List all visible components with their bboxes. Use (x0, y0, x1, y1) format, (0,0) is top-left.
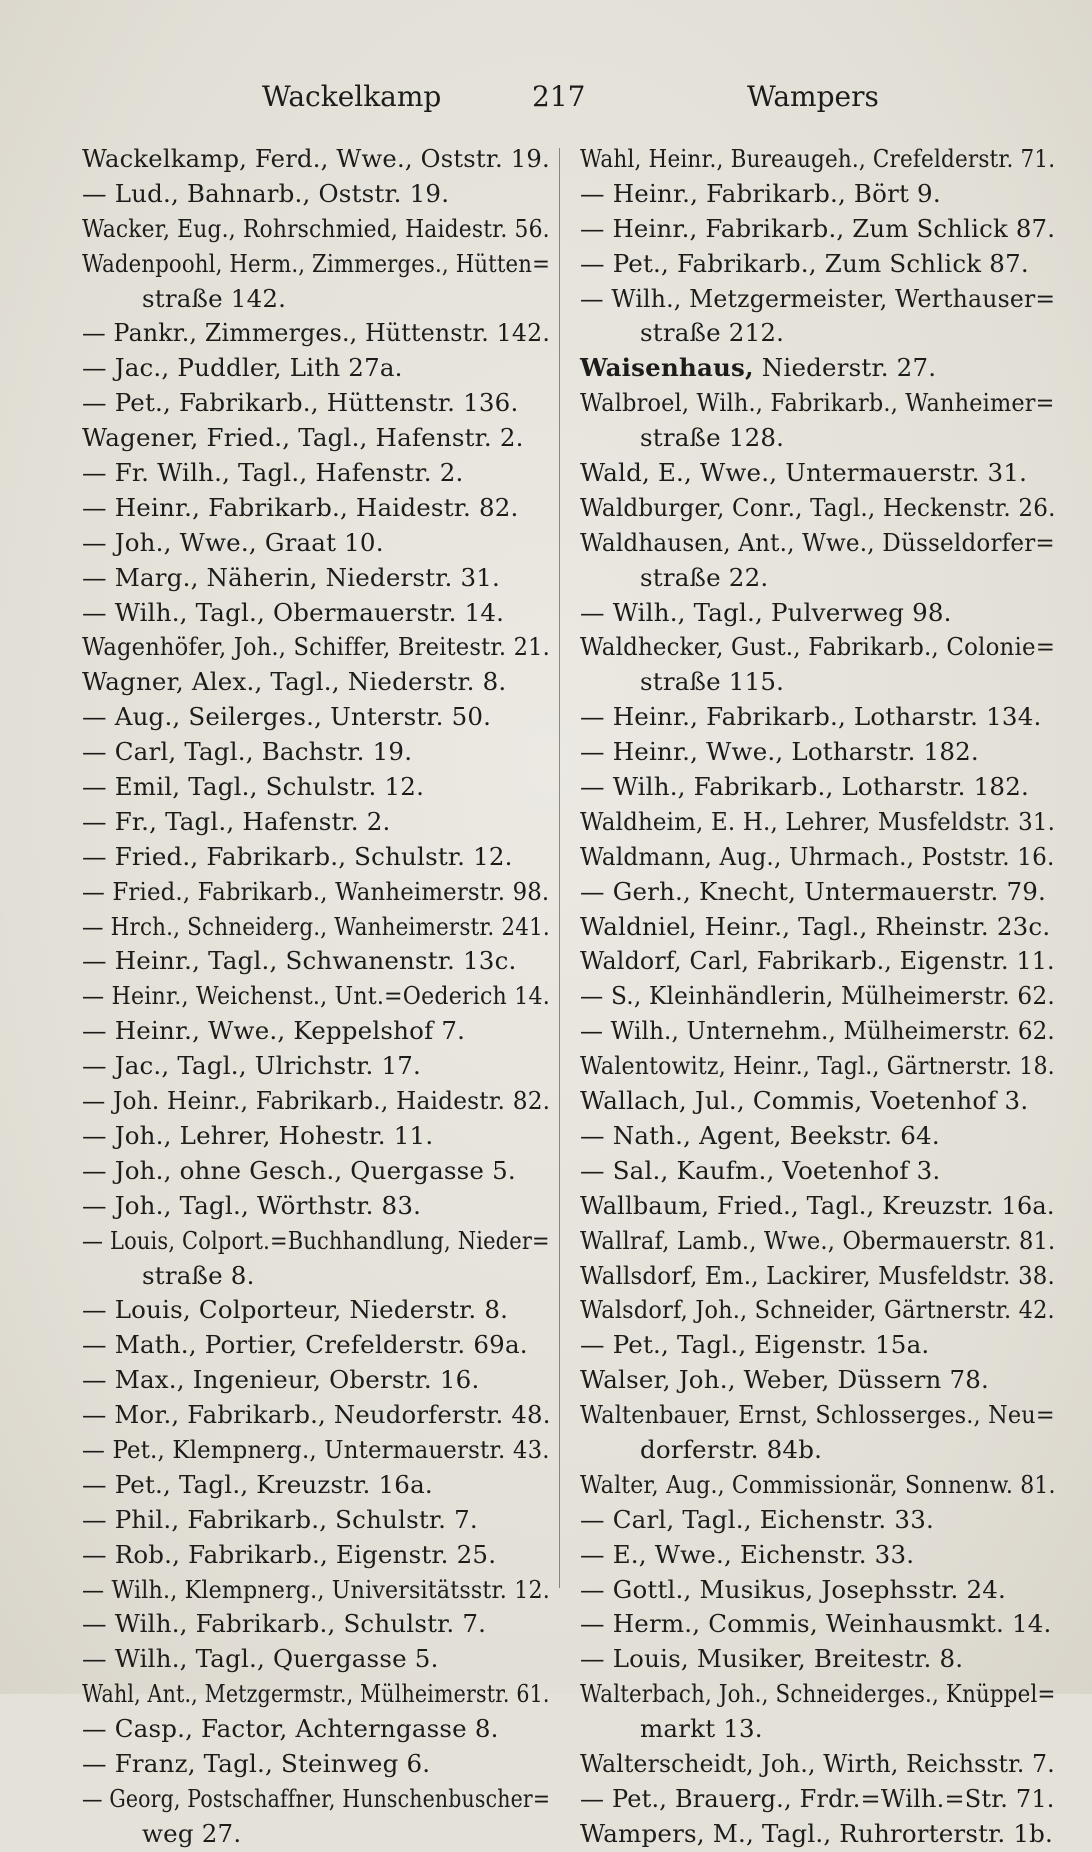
directory-entry: — Wilh., Tagl., Obermauerstr. 14. (82, 597, 505, 627)
entry-continuation: straße 212. (640, 318, 785, 348)
directory-entry: — Pet., Fabrikarb., Hüttenstr. 136. (82, 388, 519, 418)
directory-entry: Wagener, Fried., Tagl., Hafenstr. 2. (82, 423, 524, 453)
directory-entry: — Lud., Bahnarb., Oststr. 19. (82, 178, 450, 208)
directory-entry: Wallach, Jul., Commis, Voetenhof 3. (580, 1086, 1029, 1116)
directory-entry: — Fried., Fabrikarb., Wanheimerstr. 98. (82, 876, 550, 906)
directory-entry: — Pankr., Zimmerges., Hüttenstr. 142. (82, 318, 551, 348)
directory-entry: — Jac., Tagl., Ulrichstr. 17. (82, 1051, 422, 1081)
directory-entry: — Heinr., Fabrikarb., Bört 9. (580, 178, 941, 208)
directory-entry: Walbroel, Wilh., Fabrikarb., Wanheimer= (580, 388, 1055, 418)
directory-entry: — Rob., Fabrikarb., Eigenstr. 25. (82, 1539, 497, 1569)
directory-entry: Walter, Aug., Commissionär, Sonnenw. 81. (580, 1469, 1056, 1499)
entry-continuation: straße 115. (640, 667, 785, 697)
directory-entry: Waldhausen, Ant., Wwe., Düsseldorfer= (580, 527, 1055, 557)
directory-entry: — Joh., Tagl., Wörthstr. 83. (82, 1190, 422, 1220)
directory-entry: — Joh., ohne Gesch., Quergasse 5. (82, 1155, 516, 1185)
directory-entry: Waldmann, Aug., Uhrmach., Poststr. 16. (580, 841, 1055, 871)
directory-entry: Walsdorf, Joh., Schneider, Gärtnerstr. 42. (580, 1295, 1055, 1325)
directory-entry: — Heinr., Weichenst., Unt.=Oederich 14. (82, 981, 550, 1011)
directory-entry: — Louis, Colport.=Buchhandlung, Nieder= (82, 1225, 550, 1255)
directory-entry: — Heinr., Fabrikarb., Zum Schlick 87. (580, 213, 1056, 243)
entry-continuation: straße 22. (640, 562, 769, 592)
directory-entry: — Pet., Tagl., Eigenstr. 15a. (580, 1330, 930, 1360)
directory-entry: Wahl, Ant., Metzgermstr., Mülheimerstr. 61. (82, 1679, 550, 1709)
directory-entry: — Math., Portier, Crefelderstr. 69a. (82, 1330, 528, 1360)
directory-entry: — Pet., Fabrikarb., Zum Schlick 87. (580, 248, 1029, 278)
directory-entry: — Aug., Seilerges., Unterstr. 50. (82, 702, 492, 732)
entry-rest: Niederstr. 27. (753, 353, 937, 383)
directory-entry: Wadenpoohl, Herm., Zimmerges., Hütten= (82, 248, 551, 278)
directory-entry: — Casp., Factor, Achterngasse 8. (82, 1714, 499, 1744)
right-column (580, 142, 1055, 1852)
directory-entry (580, 351, 1055, 386)
directory-entry: — Phil., Fabrikarb., Schulstr. 7. (82, 1504, 478, 1534)
directory-entry: Wahl, Heinr., Bureaugeh., Crefelderstr. 71. (580, 144, 1056, 173)
directory-entry: — Fried., Fabrikarb., Schulstr. 12. (82, 841, 513, 871)
directory-entry: — Sal., Kaufm., Voetenhof 3. (580, 1155, 941, 1185)
directory-entry: — Wilh., Klempnerg., Universitätsstr. 12. (82, 1574, 550, 1604)
directory-entry: — Marg., Näherin, Niederstr. 31. (82, 562, 501, 592)
directory-entry: — Nath., Agent, Beekstr. 64. (580, 1120, 940, 1150)
directory-entry: — Louis, Colporteur, Niederstr. 8. (82, 1295, 509, 1325)
directory-entry: Walser, Joh., Weber, Düssern 78. (580, 1365, 990, 1395)
directory-entry: — Jac., Puddler, Lith 27a. (82, 353, 403, 383)
directory-entry: — Franz, Tagl., Steinweg 6. (82, 1748, 431, 1778)
directory-entry: Wallsdorf, Em., Lackirer, Musfeldstr. 38. (580, 1260, 1055, 1290)
directory-entry: — Heinr., Tagl., Schwanenstr. 13c. (82, 946, 517, 976)
directory-entry: — Carl, Tagl., Bachstr. 19. (82, 737, 413, 767)
entry-continuation: straße 142. (142, 283, 287, 313)
directory-entry: Waldorf, Carl, Fabrikarb., Eigenstr. 11. (580, 946, 1055, 976)
directory-entry: — Heinr., Wwe., Lotharstr. 182. (580, 737, 979, 767)
entry-name-bold: Waisenhaus, (580, 353, 754, 383)
directory-entry: — Pet., Klempnerg., Untermauerstr. 43. (82, 1434, 550, 1464)
directory-entry: — Heinr., Wwe., Keppelshof 7. (82, 1016, 466, 1046)
directory-entry: — Gottl., Musikus, Josephsstr. 24. (580, 1574, 1007, 1604)
directory-entry: — Wilh., Metzgermeister, Werthauser= (580, 283, 1056, 313)
directory-entry: Wallraf, Lamb., Wwe., Obermauerstr. 81. (580, 1225, 1056, 1255)
entry-continuation: markt 13. (640, 1714, 763, 1744)
directory-entry: — Carl, Tagl., Eichenstr. 33. (580, 1504, 934, 1534)
directory-entry: — Hrch., Schneiderg., Wanheimerstr. 241. (82, 911, 550, 941)
directory-entry: Waldburger, Conr., Tagl., Heckenstr. 26. (580, 492, 1056, 522)
directory-entry: — Joh., Lehrer, Hohestr. 11. (82, 1120, 434, 1150)
page-header (0, 80, 1092, 120)
directory-entry: — Pet., Tagl., Kreuzstr. 16a. (82, 1469, 433, 1499)
directory-entry: — Wilh., Fabrikarb., Lotharstr. 182. (580, 772, 1029, 802)
directory-entry: Wampers, M., Tagl., Ruhrorterstr. 1b. (580, 1818, 1054, 1848)
directory-entry: — Heinr., Fabrikarb., Lotharstr. 134. (580, 702, 1042, 732)
directory-entry: — Georg, Postschaffner, Hunschenbuscher= (82, 1783, 551, 1813)
directory-entry: — Louis, Musiker, Breitestr. 8. (580, 1644, 964, 1674)
directory-entry: Waldhecker, Gust., Fabrikarb., Colonie= (580, 632, 1056, 662)
directory-entry: — Heinr., Fabrikarb., Haidestr. 82. (82, 492, 519, 522)
directory-entry: Walterscheidt, Joh., Wirth, Reichsstr. 7. (580, 1748, 1055, 1778)
directory-entry: Waldniel, Heinr., Tagl., Rheinstr. 23c. (580, 911, 1051, 941)
directory-entry: — Fr., Tagl., Hafenstr. 2. (82, 806, 391, 836)
page-number: 217 (532, 80, 586, 113)
entry-continuation: straße 8. (142, 1260, 255, 1290)
directory-entry: Wagenhöfer, Joh., Schiffer, Breitestr. 21. (82, 632, 551, 662)
directory-entry: — Wilh., Tagl., Quergasse 5. (82, 1644, 439, 1674)
directory-entry: — Wilh., Fabrikarb., Schulstr. 7. (82, 1609, 487, 1639)
column-divider (559, 148, 560, 1588)
directory-entry: Wagner, Alex., Tagl., Niederstr. 8. (82, 667, 507, 697)
directory-entry: Wacker, Eug., Rohrschmied, Haidestr. 56. (82, 213, 550, 243)
directory-entry: Waldheim, E. H., Lehrer, Musfeldstr. 31. (580, 806, 1056, 836)
header-last-entry: Wampers (747, 80, 879, 113)
header-first-entry: Wackelkamp (262, 80, 442, 113)
directory-entry: Waltenbauer, Ernst, Schlosserges., Neu= (580, 1400, 1055, 1430)
directory-entry: — Wilh., Unternehm., Mülheimerstr. 62. (580, 1016, 1055, 1046)
directory-entry: — Mor., Fabrikarb., Neudorferstr. 48. (82, 1400, 551, 1430)
directory-entry: — E., Wwe., Eichenstr. 33. (580, 1539, 915, 1569)
directory-entry: Wald, E., Wwe., Untermauerstr. 31. (580, 458, 1028, 488)
directory-entry: — Herm., Commis, Weinhausmkt. 14. (580, 1609, 1052, 1639)
directory-entry: — Emil, Tagl., Schulstr. 12. (82, 772, 425, 802)
directory-entry: — Gerh., Knecht, Untermauerstr. 79. (580, 876, 1047, 906)
directory-entry: — Max., Ingenieur, Oberstr. 16. (82, 1365, 480, 1395)
entry-continuation: dorferstr. 84b. (640, 1434, 823, 1464)
directory-entry: — S., Kleinhändlerin, Mülheimerstr. 62. (580, 981, 1055, 1011)
directory-entry: Walentowitz, Heinr., Tagl., Gärtnerstr. 18. (580, 1051, 1055, 1081)
directory-entry: — Joh., Wwe., Graat 10. (82, 527, 384, 557)
directory-entry: — Pet., Brauerg., Frdr.=Wilh.=Str. 71. (580, 1783, 1055, 1813)
directory-entry: Walterbach, Joh., Schneiderges., Knüppel= (580, 1679, 1056, 1709)
directory-entry: — Fr. Wilh., Tagl., Hafenstr. 2. (82, 458, 464, 488)
left-column (82, 142, 550, 1852)
entry-continuation: straße 128. (640, 423, 785, 453)
directory-entry: Wallbaum, Fried., Tagl., Kreuzstr. 16a. (580, 1190, 1055, 1220)
directory-entry: — Joh. Heinr., Fabrikarb., Haidestr. 82. (82, 1086, 551, 1116)
entry-continuation: weg 27. (142, 1818, 242, 1848)
directory-entry: Wackelkamp, Ferd., Wwe., Oststr. 19. (82, 144, 550, 173)
directory-entry: — Wilh., Tagl., Pulverweg 98. (580, 597, 952, 627)
